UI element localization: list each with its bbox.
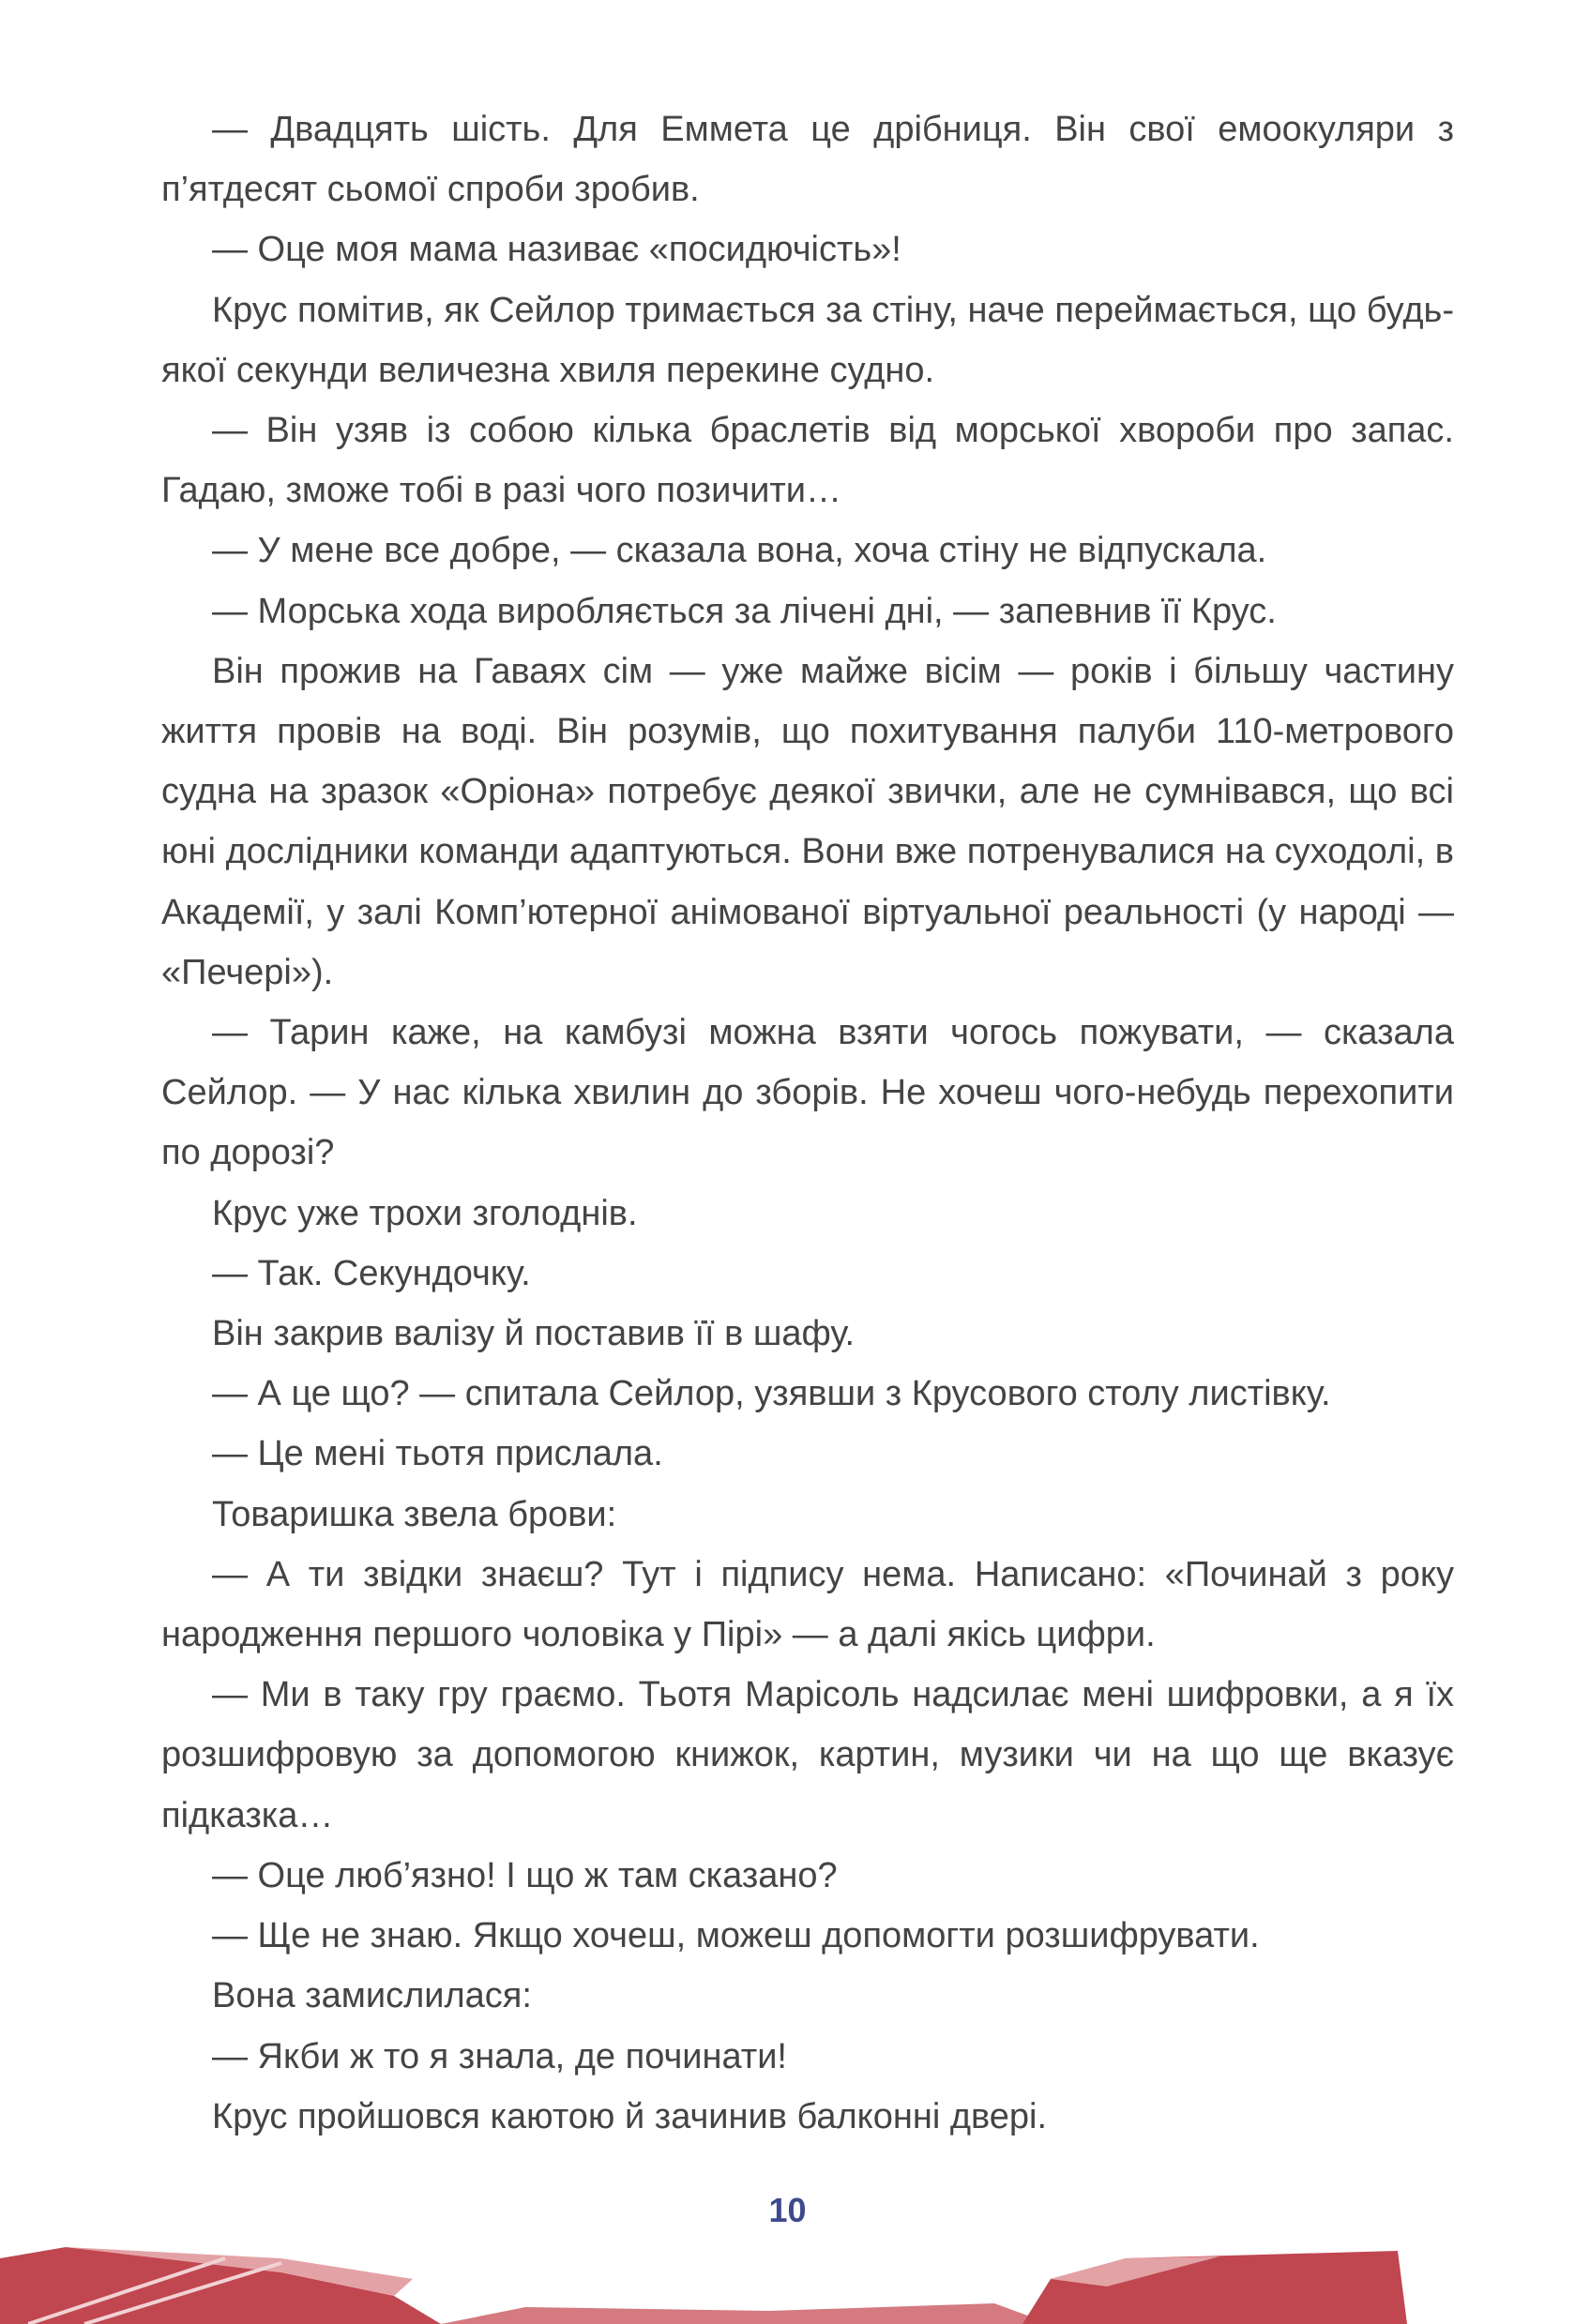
paragraph: — У мене все добре, — сказала вона, хоча стіну не відпускала.	[212, 531, 1267, 571]
paragraph: — Оце моя мама називає «посидючість»!	[212, 230, 901, 270]
footer-decoration	[0, 2221, 1575, 2324]
paragraph: — Оце люб’язно! І що ж там сказано?	[212, 1855, 838, 1895]
paragraph: — А ти звідки знаєш? Тут і підпису нема. Написано: «Починай з року народження першого чоловіка у Пірі» — а далі якісь цифри.	[161, 1554, 1454, 1655]
decor-band-right	[1022, 2251, 1407, 2324]
paragraph: Він прожив на Гаваях сім — уже майже вісім — років і більшу частину життя провів на воді. Він розумів, що похитування палуби 110-метрового судна на зразок «Оріона» потребує деякої звички, але не сумнівався, що всі юні дослідники команди адаптуються. Вони вже потренувалися на суходолі, в Академії, у залі Комп’ютерної анімованої віртуальної реальності (у народі — «Печері»).	[161, 651, 1454, 992]
paragraph: — Двадцять шість. Для Еммета це дрібниця. Він свої емоокуляри з п’ятдесят сьомої спроби зробив.	[161, 110, 1454, 210]
paragraph: Товаришка звела брови:	[212, 1494, 617, 1534]
paragraph: Крус уже трохи зголоднів.	[212, 1193, 638, 1233]
paragraph: — Тарин каже, на камбузі можна взяти чогось пожувати, — сказала Сейлор. — У нас кілька хвилин до зборів. Не хочеш чого-небудь перехопити по дорозі?	[161, 1013, 1454, 1173]
body-text	[161, 99, 1454, 2147]
paragraph: — Так. Секундочку.	[212, 1253, 531, 1293]
paragraph: — Морська хода виробляється за лічені дні, — запевнив її Крус.	[212, 591, 1277, 631]
paragraph: — Ще не знаю. Якщо хочеш, можеш допомогти розшифрувати.	[212, 1916, 1260, 1956]
paragraph: Він закрив валізу й поставив її в шафу.	[212, 1314, 856, 1354]
paragraph: — Він узяв із собою кілька браслетів від морської хвороби про запас. Гадаю, зможе тобі в разі чого позичити…	[161, 411, 1454, 511]
paragraph: Вона замислилася:	[212, 1976, 532, 2016]
paragraph: — Це мені тьотя прислала.	[212, 1434, 663, 1474]
decor-band-middle	[441, 2303, 1051, 2324]
paragraph: — А це що? — спитала Сейлор, узявши з Крусового столу листівку.	[212, 1374, 1331, 1414]
paragraph: Крус пройшовся каютою й зачинив балконні двері.	[212, 2096, 1048, 2136]
paragraph: — Якби ж то я знала, де починати!	[212, 2036, 787, 2076]
page-number: 10	[768, 2191, 807, 2229]
paragraph: Крус помітив, як Сейлор тримається за стіну, наче переймається, що будь-якої секунди величезна хвиля перекине судно.	[161, 290, 1454, 390]
paragraph: — Ми в таку гру граємо. Тьотя Марісоль надсилає мені шифровки, а я їх розшифровую за допомогою книжок, картин, музики чи на що ще вказує підказка…	[161, 1675, 1454, 1835]
